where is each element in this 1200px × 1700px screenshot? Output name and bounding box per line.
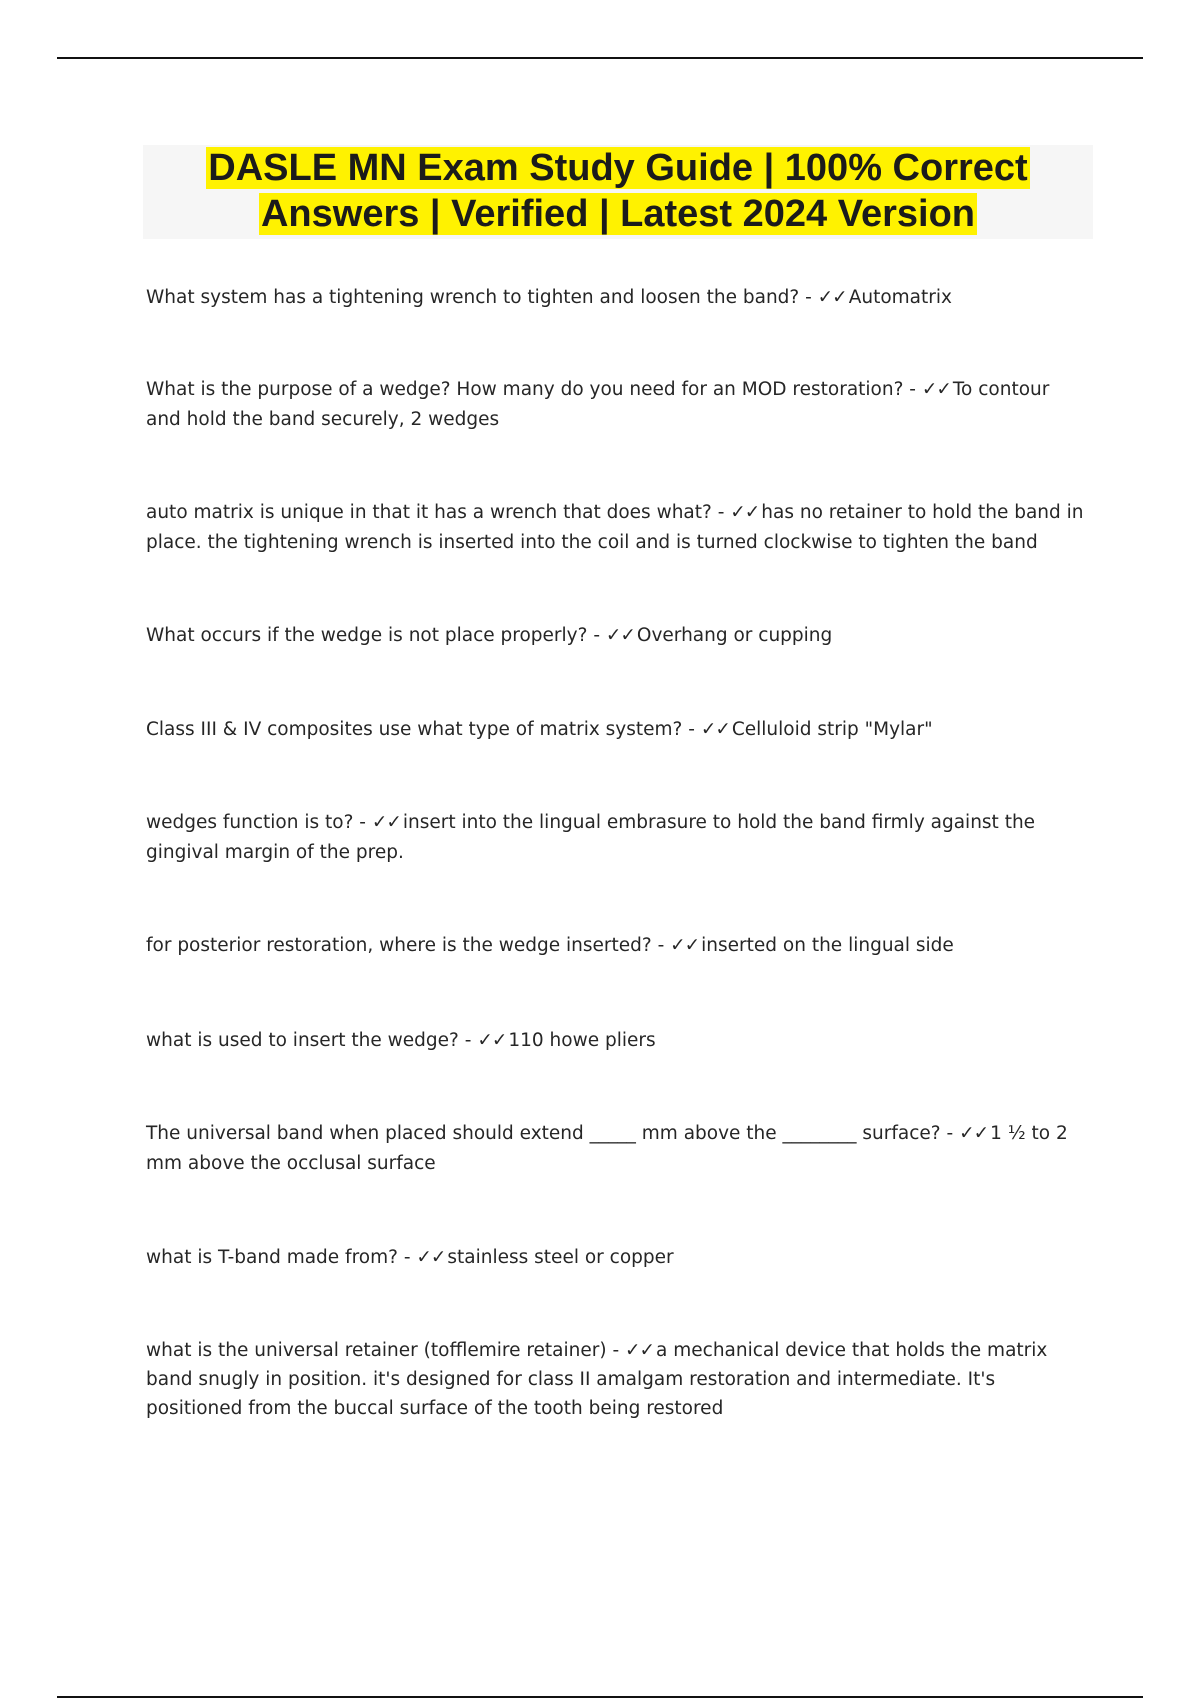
separator: - [397, 1247, 417, 1268]
qa-item [146, 1026, 656, 1056]
answer-text: a mechanical device that holds the matrix band snugly in position. it's designed for class II amalgam restoration and intermediate. It's positioned from the buccal surface of the tooth being restored [146, 1340, 1048, 1419]
qa-item [146, 1119, 1086, 1179]
double-check-icon: ✓✓ [959, 1123, 989, 1144]
double-check-icon: ✓✓ [416, 1247, 446, 1268]
separator: - [606, 1340, 626, 1361]
qa-item [146, 931, 954, 961]
answer-text: 110 howe pliers [508, 1030, 656, 1051]
question-text: for posterior restoration, where is the wedge inserted? [146, 935, 652, 956]
question-text: The universal band when placed should extend _____ mm above the ________ surface? [146, 1123, 941, 1144]
separator: - [651, 935, 671, 956]
qa-item [146, 498, 1086, 558]
answer-text: has no retainer to hold the band in place. the tightening wrench is inserted into the coil and is turned clockwise to tighten the band [146, 502, 1084, 553]
bottom-rule [57, 1696, 1143, 1698]
answer-text: inserted on the lingual side [701, 935, 954, 956]
qa-item [146, 715, 933, 745]
question-text: what is T-band made from? [146, 1247, 398, 1268]
answer-text: Overhang or cupping [636, 625, 833, 646]
top-rule [57, 57, 1143, 59]
qa-item [146, 621, 832, 651]
question-text: Class III & IV composites use what type of matrix system? [146, 719, 683, 740]
document-title-block [143, 145, 1093, 239]
answer-text: Automatrix [848, 287, 952, 308]
separator: - [903, 379, 922, 400]
question-text: what is the universal retainer (tofflemire retainer) [146, 1340, 607, 1361]
double-check-icon: ✓✓ [605, 625, 635, 646]
double-check-icon: ✓✓ [730, 502, 760, 523]
qa-item [146, 1243, 674, 1273]
double-check-icon: ✓✓ [625, 1340, 655, 1361]
double-check-icon: ✓✓ [371, 812, 401, 833]
separator: - [940, 1123, 960, 1144]
separator: - [587, 625, 606, 646]
question-text: auto matrix is unique in that it has a wrench that does what? [146, 502, 712, 523]
answer-text: Celluloid strip "Mylar" [731, 719, 933, 740]
double-check-icon: ✓✓ [670, 935, 700, 956]
title-line-1: DASLE MN Exam Study Guide | 100% Correct [208, 147, 1028, 189]
double-check-icon: ✓✓ [477, 1030, 507, 1051]
qa-item [146, 1336, 1086, 1423]
answer-text: stainless steel or copper [447, 1247, 674, 1268]
answer-text: insert into the lingual embrasure to hold the band firmly against the gingival margin of the prep. [146, 812, 1036, 863]
question-text: what is used to insert the wedge? [146, 1030, 459, 1051]
answer-text: 1 ½ to 2 mm above the occlusal surface [146, 1123, 1068, 1174]
separator: - [458, 1030, 478, 1051]
double-check-icon: ✓✓ [921, 379, 951, 400]
double-check-icon: ✓✓ [700, 719, 730, 740]
separator: - [682, 719, 701, 740]
double-check-icon: ✓✓ [817, 287, 847, 308]
document-title [143, 145, 1093, 237]
qa-item [146, 375, 1086, 435]
qa-item [146, 808, 1086, 868]
qa-item [146, 283, 952, 313]
title-line-2: Answers | Verified | Latest 2024 Version [260, 193, 976, 235]
separator: - [353, 812, 372, 833]
question-text: What occurs if the wedge is not place properly? [146, 625, 588, 646]
separator: - [711, 502, 731, 523]
separator: - [799, 287, 818, 308]
answer-text: To contour and hold the band securely, 2 wedges [146, 379, 1050, 430]
question-text: What system has a tightening wrench to tighten and loosen the band? [146, 287, 800, 308]
question-text: What is the purpose of a wedge? How many do you need for an MOD restoration? [146, 379, 904, 400]
question-text: wedges function is to? [146, 812, 354, 833]
